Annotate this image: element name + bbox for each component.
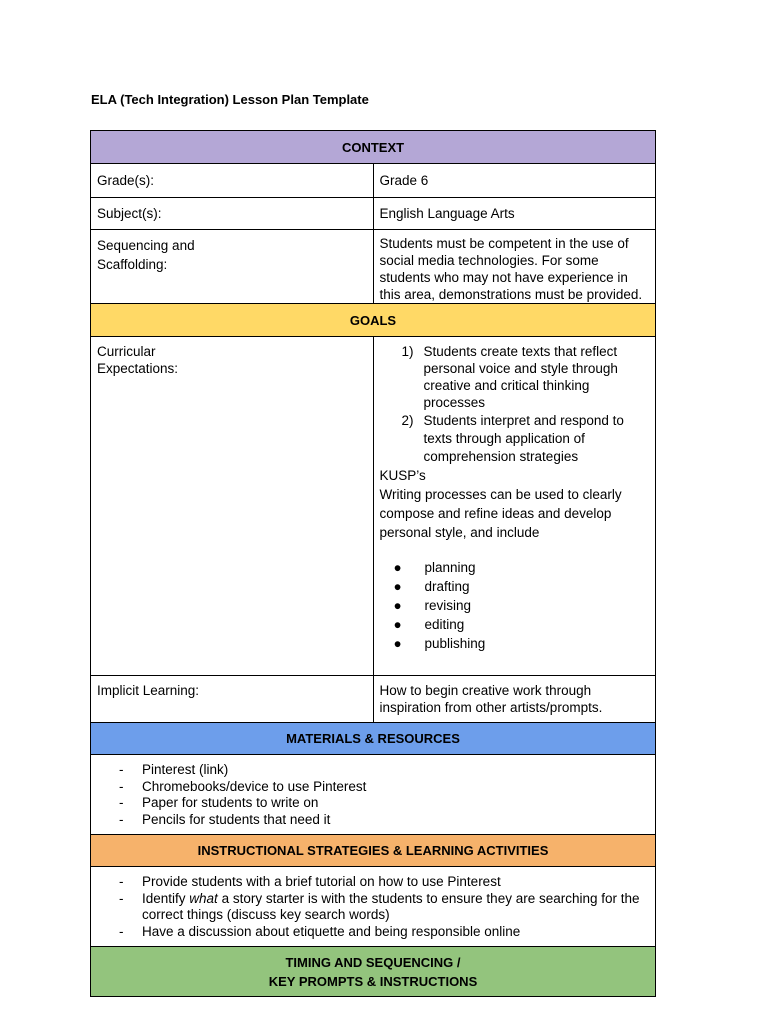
dash-icon: - — [119, 811, 124, 827]
list-item-text: revising — [424, 598, 472, 613]
list-item — [97, 924, 649, 941]
timing-header-line2: KEY PROMPTS & INSTRUCTIONS — [268, 973, 478, 989]
timing-header-row — [91, 947, 656, 997]
grades-label: Grade(s): — [91, 164, 374, 198]
dash-icon: - — [119, 874, 124, 889]
list-item — [97, 874, 649, 891]
bullet-icon: ● — [393, 579, 402, 594]
list-item-text: editing — [424, 617, 465, 632]
subjects-row — [91, 198, 656, 230]
sequencing-label — [91, 230, 374, 304]
curricular-label-line1: Curricular — [97, 344, 156, 359]
implicit-label: Implicit Learning: — [91, 676, 374, 723]
list-item — [380, 615, 650, 634]
subjects-value: English Language Arts — [373, 198, 656, 230]
grades-value: Grade 6 — [373, 164, 656, 198]
dash-icon: - — [119, 795, 124, 810]
numbered-item-text: Students create texts that reflect personal voice and style through creative and critical thinking processes — [423, 344, 618, 410]
list-item-text: Have a discussion about etiquette and being responsible online — [142, 923, 521, 939]
dash-icon: - — [119, 778, 124, 794]
dash-icon: - — [119, 890, 124, 906]
list-item-text: Chromebooks/device to use Pinterest — [142, 778, 367, 794]
grades-row — [91, 164, 656, 198]
list-item-text: planning — [424, 560, 476, 575]
list-item — [97, 891, 649, 924]
kusp-label: KUSP’s — [379, 468, 426, 483]
materials-header-row — [91, 723, 656, 755]
list-item-text: Pinterest (link) — [142, 762, 229, 777]
item-text-pre: Identify — [142, 890, 190, 906]
implicit-row — [91, 676, 656, 723]
list-item-text: Pencils for students that need it — [142, 811, 331, 827]
bullet-icon: ● — [393, 636, 402, 651]
timing-header-line1: TIMING AND SEQUENCING / — [285, 954, 461, 970]
goals-header: GOALS — [91, 304, 656, 337]
list-item — [97, 795, 649, 812]
bullet-icon: ● — [393, 617, 402, 632]
curricular-label — [91, 337, 374, 676]
sequencing-row — [91, 230, 656, 304]
curricular-content — [373, 337, 656, 676]
instructional-header-row — [91, 835, 656, 867]
context-header: CONTEXT — [91, 131, 656, 164]
materials-row — [91, 755, 656, 835]
list-item — [97, 812, 649, 829]
sequencing-value: Students must be competent in the use of social media technologies. For some students who may not have experience in this area, demonstrations must be provided. — [373, 230, 656, 304]
instructional-list — [91, 867, 656, 947]
item-number: 1) — [401, 344, 414, 359]
list-item-text: drafting — [424, 579, 470, 594]
process-list — [380, 558, 650, 653]
subjects-label: Subject(s): — [91, 198, 374, 230]
context-header-row — [91, 131, 656, 164]
numbered-item-text: Students interpret and respond to texts through application of comprehension strategies — [423, 413, 624, 464]
curricular-label-line2: Expectations: — [97, 361, 179, 376]
goals-header-row — [91, 304, 656, 337]
item-text-emphasis: what — [189, 890, 218, 906]
numbered-item — [402, 412, 650, 466]
sequencing-label-line1: Sequencing and — [97, 238, 195, 253]
numbered-item — [402, 343, 650, 411]
writing-process-intro: Writing processes can be used to clearly compose and refine ideas and develop personal style, and include — [379, 487, 622, 540]
list-item-text: Paper for students to write on — [142, 795, 319, 810]
item-number: 2) — [401, 413, 414, 428]
list-item — [380, 634, 650, 653]
sequencing-label-line2: Scaffolding: — [97, 257, 168, 272]
document-title: ELA (Tech Integration) Lesson Plan Template — [91, 92, 369, 107]
list-item — [380, 558, 650, 577]
curricular-row — [91, 337, 656, 676]
instructional-header: INSTRUCTIONAL STRATEGIES & LEARNING ACTIVITIES — [91, 835, 656, 867]
materials-list — [91, 755, 656, 835]
list-item — [97, 762, 649, 779]
materials-header: MATERIALS & RESOURCES — [91, 723, 656, 755]
dash-icon: - — [119, 762, 124, 777]
dash-icon: - — [119, 923, 124, 939]
item-text-post: a story starter is with the students to ensure they are searching for the correct things (discuss key search words) — [142, 890, 640, 922]
list-item-text — [142, 891, 649, 924]
list-item — [380, 596, 650, 615]
instructional-row — [91, 867, 656, 947]
lesson-plan-table — [90, 130, 656, 997]
list-item — [380, 577, 650, 596]
implicit-value: How to begin creative work through inspiration from other artists/prompts. — [373, 676, 656, 723]
list-item-text: publishing — [424, 636, 486, 651]
list-item — [97, 779, 649, 796]
timing-header — [91, 947, 656, 997]
list-item-text: Provide students with a brief tutorial on how to use Pinterest — [142, 874, 501, 889]
bullet-icon: ● — [393, 598, 402, 613]
bullet-icon: ● — [393, 560, 402, 575]
